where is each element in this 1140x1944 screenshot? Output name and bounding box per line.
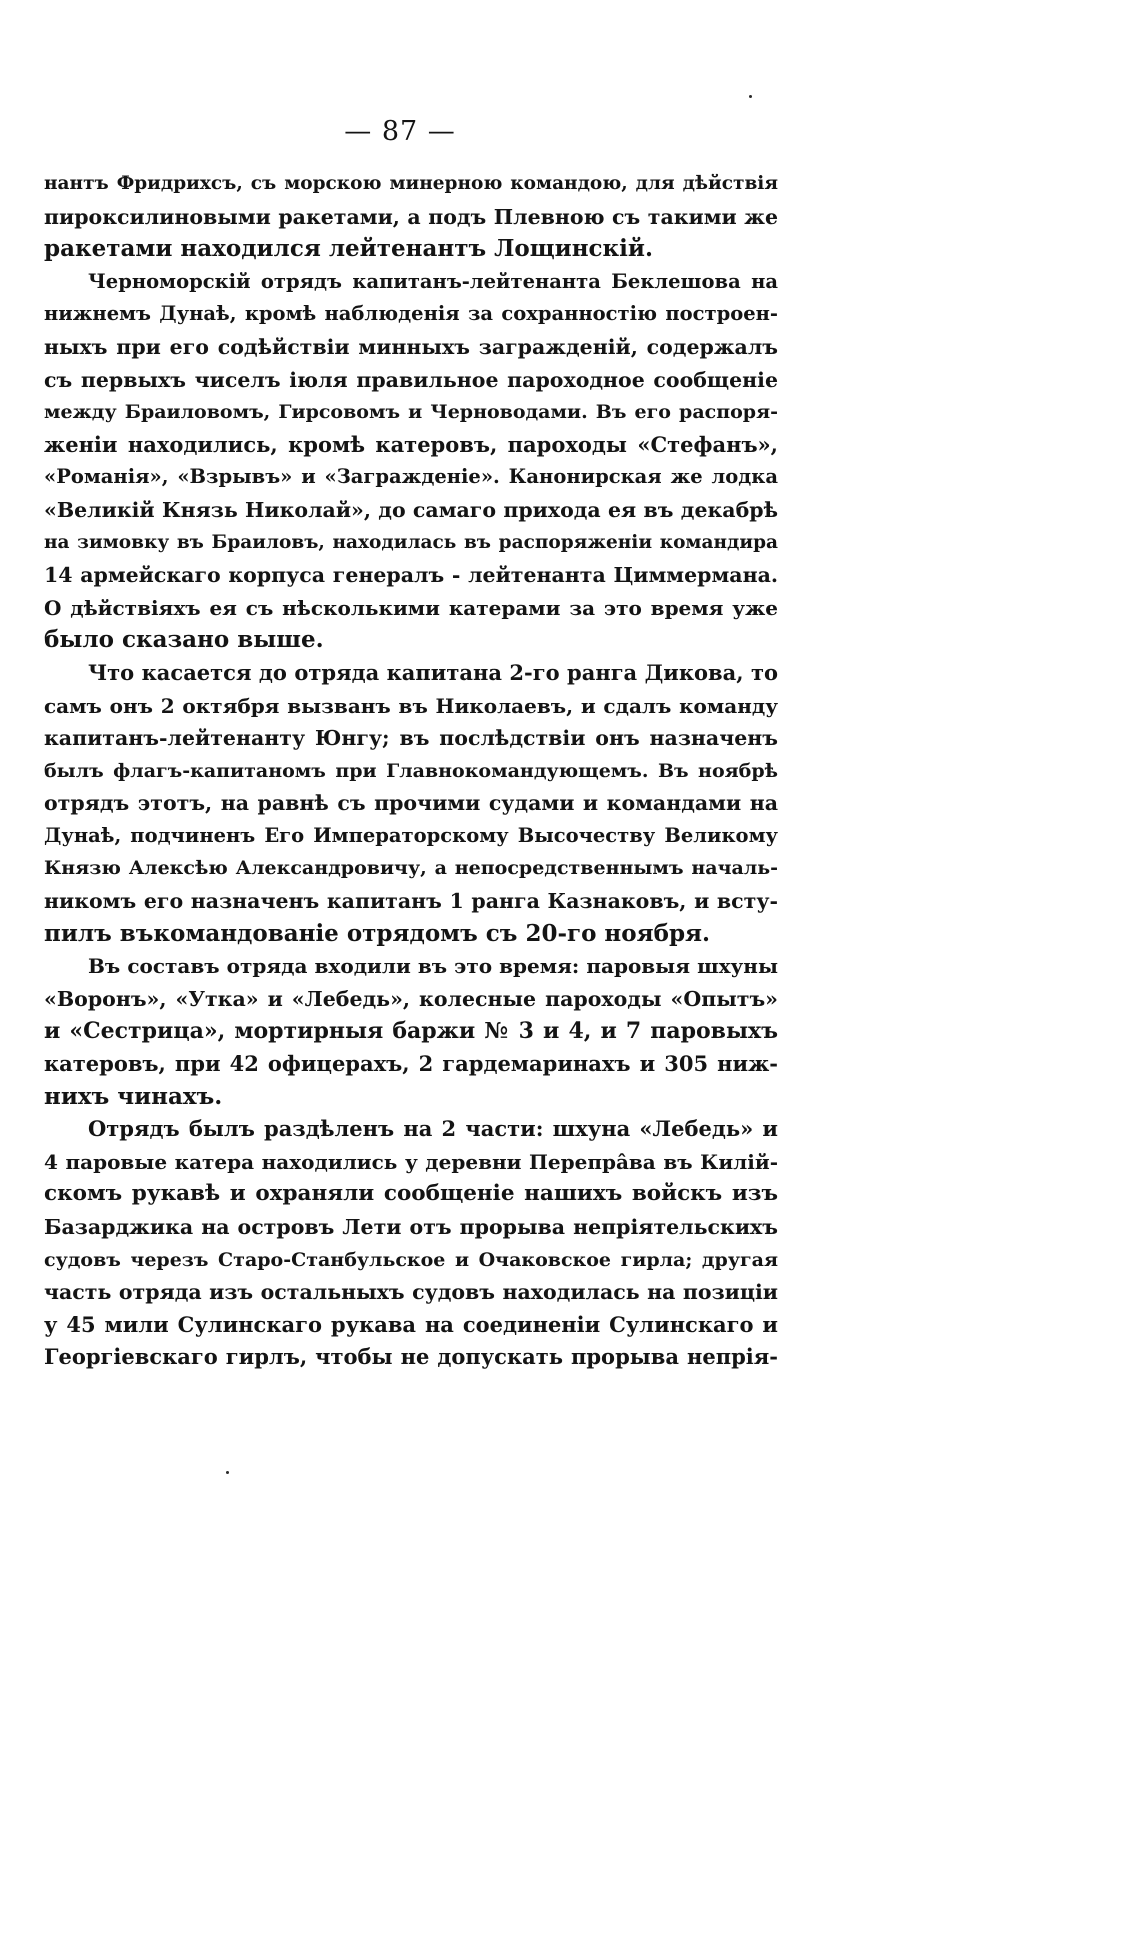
text-line: отрядъ этотъ, на равнѣ съ прочими судами и командами на: [44, 791, 778, 816]
text-line: ныхъ при его содѣйствіи минныхъ загражденій, содержалъ: [44, 334, 778, 359]
text-line: былъ флагъ-капитаномъ при Главнокомандующемъ. Въ ноябрѣ: [44, 759, 778, 782]
scan-speck: [749, 95, 752, 98]
paragraph: [44, 657, 778, 950]
text-line: на зимовку въ Браиловъ, находилась въ распоряженіи командира: [44, 531, 778, 553]
text-line: никомъ его назначенъ капитанъ 1 ранга Казнаковъ, и всту-: [44, 889, 778, 914]
text-line: женіи находились, кромѣ катеровъ, пароходы «Стефанъ»,: [44, 431, 778, 457]
text-line: было сказано выше.: [44, 626, 324, 654]
body-text: [44, 168, 778, 1374]
text-line: пилъ въкомандованіе отрядомъ съ 20-го ноября.: [44, 919, 711, 947]
scan-speck: [226, 1471, 229, 1474]
text-line: 4 паровые катера находились у деревни Перепрâва въ Килій-: [44, 1149, 778, 1174]
text-line: между Браиловомъ, Гирсовомъ и Черноводами. Въ его распоря-: [44, 401, 778, 424]
text-line: Базарджика на островъ Лети отъ прорыва непріятельскихъ: [44, 1215, 778, 1239]
text-line: у 45 мили Сулинскаго рукава на соединеніи Сулинскаго и: [44, 1311, 778, 1337]
text-line: Черноморскій отрядъ капитанъ-лейтенанта Беклешова на: [88, 269, 778, 293]
text-line: нижнемъ Дунаѣ, кромѣ наблюденія за сохранностію построен-: [44, 302, 778, 326]
paragraph: [44, 266, 778, 657]
text-line: Отрядъ былъ раздѣленъ на 2 части: шхуна «Лебедь» и: [88, 1116, 778, 1142]
text-line: катеровъ, при 42 офицерахъ, 2 гардемаринахъ и 305 ниж-: [44, 1051, 778, 1077]
text-line: пироксилиновыми ракетами, а подъ Плевною съ такими же: [44, 204, 778, 229]
text-line: «Великій Князь Николай», до самаго прихода ея въ декабрѣ: [44, 497, 778, 522]
text-line: капитанъ-лейтенанту Юнгу; въ послѣдствіи онъ назначенъ: [44, 726, 778, 751]
text-line: ракетами находился лейтенантъ Лощинскій.: [44, 235, 653, 263]
text-line: и «Сестрица», мортирныя баржи № 3 и 4, и 7 паровыхъ: [44, 1018, 778, 1045]
text-line: нантъ Фридрихсъ, съ морскою минерною командою, для дѣйствія: [44, 173, 778, 194]
paragraph: [44, 168, 778, 266]
text-line: О дѣйствіяхъ ея съ нѣсколькими катерами за это время уже: [44, 595, 778, 620]
page-number: — 87 —: [344, 116, 456, 147]
text-line: судовъ черезъ Старо-Станбульское и Очаковское гирла; другая: [44, 1248, 778, 1271]
text-line: часть отряда изъ остальныхъ судовъ находилась на позиціи: [44, 1280, 778, 1305]
text-line: Князю Алексѣю Александровичу, а непосредственнымъ началь-: [44, 857, 778, 880]
paragraph: [44, 950, 778, 1113]
text-line: Дунаѣ, подчиненъ Его Императорскому Высочеству Великому: [44, 823, 778, 847]
text-line: скомъ рукавѣ и охраняли сообщеніе нашихъ войскъ изъ: [44, 1181, 778, 1207]
text-line: Что касается до отряда капитана 2-го ранга Дикова, то: [88, 659, 778, 685]
text-line: Въ составъ отряда входили въ это время: паровыя шхуны: [88, 954, 778, 979]
text-line: нихъ чинахъ.: [44, 1082, 223, 1110]
text-line: «Романія», «Взрывъ» и «Загражденіе». Канонирская же лодка: [44, 465, 778, 489]
text-line: «Воронъ», «Утка» и «Лебедь», колесные пароходы «Опытъ»: [44, 986, 778, 1011]
text-line: Георгіевскаго гирлъ, чтобы не допускать прорыва непрія-: [44, 1344, 778, 1370]
text-line: съ первыхъ чиселъ іюля правильное пароходное сообщеніе: [44, 367, 778, 392]
text-line: 14 армейскаго корпуса генералъ - лейтенанта Циммермана.: [44, 563, 778, 588]
paragraph: [44, 1113, 778, 1374]
text-line: самъ онъ 2 октября вызванъ въ Николаевъ, и сдалъ команду: [44, 693, 778, 718]
